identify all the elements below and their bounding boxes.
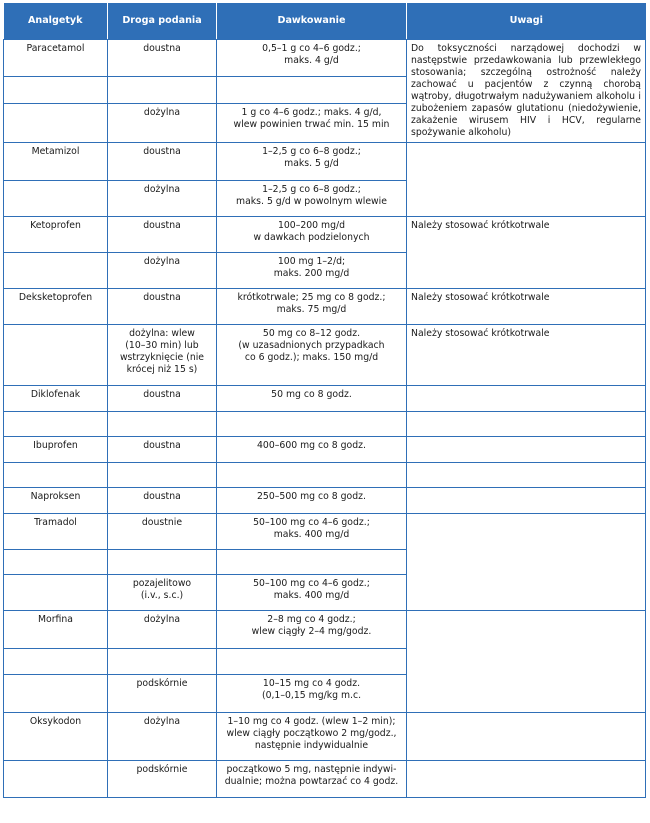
table-row <box>4 437 646 463</box>
table-row <box>4 386 646 412</box>
route-cell: podskórnie <box>108 761 217 798</box>
table-row <box>4 488 646 514</box>
route-cell: doustna <box>108 40 217 77</box>
analgesic-cell: Deksketoprofen <box>4 289 108 325</box>
route-cell: dożylna <box>108 103 217 142</box>
dosage-cell: 400–600 mg co 8 godz. <box>217 437 407 463</box>
notes-cell <box>407 289 646 325</box>
route-cell: doustna <box>108 217 217 253</box>
dosage-cell: 50 mg co 8 godz. <box>217 386 407 412</box>
route-cell: dożylna <box>108 611 217 649</box>
notes-cell <box>407 488 646 514</box>
table-row <box>4 761 646 798</box>
dosage-cell: 250–500 mg co 8 godz. <box>217 488 407 514</box>
analgesic-cell <box>4 761 108 798</box>
analgesic-cell: Tramadol <box>4 514 108 550</box>
dosage-cell: 10–15 mg co 4 godz. (0,1–0,15 mg/kg m.c. <box>217 675 407 713</box>
analgesic-cell: Ketoprofen <box>4 217 108 253</box>
dosage-cell: 1–2,5 g co 6–8 godz.; maks. 5 g/d w powolnym wlewie <box>217 181 407 217</box>
dosage-cell: 50 mg co 8–12 godz. (w uzasadnionych przypadkach co 6 godz.); maks. 150 mg/d <box>217 325 407 386</box>
route-cell: doustna <box>108 143 217 181</box>
notes-cell <box>407 463 646 488</box>
route-cell: doustna <box>108 289 217 325</box>
table-row <box>4 412 646 437</box>
dosage-cell: krótkotrwale; 25 mg co 8 godz.; maks. 75 mg/d <box>217 289 407 325</box>
route-cell: dożylna: wlew (10–30 min) lub wstrzyknięcie (nie krócej niż 15 s) <box>108 325 217 386</box>
notes-cell <box>407 611 646 713</box>
dosage-cell <box>217 649 407 675</box>
analgesic-cell <box>4 649 108 675</box>
analgesic-cell <box>4 253 108 289</box>
dosage-cell: 50–100 mg co 4–6 godz.; maks. 400 mg/d <box>217 514 407 550</box>
dosage-cell: 50–100 mg co 4–6 godz.; maks. 400 mg/d <box>217 575 407 611</box>
table-row <box>4 289 646 325</box>
route-cell: dożylna <box>108 181 217 217</box>
table-row <box>4 611 646 649</box>
notes-cell <box>407 325 646 386</box>
analgesic-cell: Oksykodon <box>4 713 108 761</box>
route-cell: pozajelitowo (i.v., s.c.) <box>108 575 217 611</box>
table-body <box>4 40 646 798</box>
dosage-cell: początkowo 5 mg, następnie indywi- dualnie; można powtarzać co 4 godz. <box>217 761 407 798</box>
table-row <box>4 325 646 386</box>
route-cell <box>108 649 217 675</box>
notes-cell <box>407 713 646 761</box>
dosage-cell: 2–8 mg co 4 godz.; wlew ciągły 2–4 mg/godz. <box>217 611 407 649</box>
analgesic-cell <box>4 675 108 713</box>
analgesic-cell: Metamizol <box>4 143 108 181</box>
notes-cell <box>407 386 646 412</box>
table-header-row <box>4 3 646 40</box>
analgesic-cell <box>4 575 108 611</box>
notes-text: Do toksyczności narządowej dochodzi w następstwie przedawkowania lub przewlekłego stosowania; szczególną ostrożność należy zachować u pacjentów z czynną chorobą wątroby, długotrwałym nadużywaniem alkoholu i zubożeniem zapasów glutationu (niedożywienie, zakażenie wirusem HIV i HCV, regularne spożywanie alkoholu) <box>411 43 641 138</box>
analgesic-cell: Diklofenak <box>4 386 108 412</box>
route-cell <box>108 77 217 104</box>
notes-cell <box>407 217 646 289</box>
header-route: Droga podania <box>108 3 217 40</box>
notes-text: Należy stosować krótkotrwale <box>411 328 550 339</box>
dosage-cell: 1 g co 4–6 godz.; maks. 4 g/d, wlew powinien trwać min. 15 min <box>217 103 407 142</box>
dosage-cell: 100 mg 1–2/d; maks. 200 mg/d <box>217 253 407 289</box>
dosage-cell: 100–200 mg/d w dawkach podzielonych <box>217 217 407 253</box>
table-row <box>4 40 646 77</box>
analgesic-cell: Paracetamol <box>4 40 108 77</box>
analgesic-cell: Naproksen <box>4 488 108 514</box>
analgesic-cell <box>4 103 108 142</box>
route-cell <box>108 550 217 575</box>
dosage-cell: 0,5–1 g co 4–6 godz.; maks. 4 g/d <box>217 40 407 77</box>
table-row <box>4 143 646 181</box>
route-cell: doustna <box>108 488 217 514</box>
analgesic-cell <box>4 181 108 217</box>
header-notes: Uwagi <box>407 3 646 40</box>
analgesic-cell <box>4 412 108 437</box>
dosage-cell: 1–2,5 g co 6–8 godz.; maks. 5 g/d <box>217 143 407 181</box>
route-cell: dożylna <box>108 713 217 761</box>
analgesic-cell <box>4 77 108 104</box>
dosage-cell <box>217 77 407 104</box>
notes-cell <box>407 761 646 798</box>
analgesic-cell <box>4 463 108 488</box>
table-row <box>4 514 646 550</box>
table-row <box>4 463 646 488</box>
notes-cell <box>407 412 646 437</box>
table-row <box>4 217 646 253</box>
analgesic-cell <box>4 325 108 386</box>
table-row <box>4 713 646 761</box>
analgesics-table <box>3 3 646 798</box>
route-cell: podskórnie <box>108 675 217 713</box>
notes-text: Należy stosować krótkotrwale <box>411 220 550 231</box>
notes-cell <box>407 143 646 217</box>
header-analgesic: Analgetyk <box>4 3 108 40</box>
notes-cell <box>407 514 646 611</box>
analgesic-cell: Morfina <box>4 611 108 649</box>
analgesic-cell <box>4 550 108 575</box>
route-cell: doustnie <box>108 514 217 550</box>
dosage-cell <box>217 463 407 488</box>
dosage-cell: 1–10 mg co 4 godz. (wlew 1–2 min); wlew ciągły początkowo 2 mg/godz., następnie indywidualnie <box>217 713 407 761</box>
route-cell: doustna <box>108 437 217 463</box>
route-cell <box>108 412 217 437</box>
notes-cell <box>407 40 646 143</box>
dosage-cell <box>217 550 407 575</box>
notes-text: Należy stosować krótkotrwale <box>411 292 550 303</box>
route-cell: dożylna <box>108 253 217 289</box>
dosage-cell <box>217 412 407 437</box>
route-cell: doustna <box>108 386 217 412</box>
analgesic-cell: Ibuprofen <box>4 437 108 463</box>
header-dosage: Dawkowanie <box>217 3 407 40</box>
route-cell <box>108 463 217 488</box>
notes-cell <box>407 437 646 463</box>
